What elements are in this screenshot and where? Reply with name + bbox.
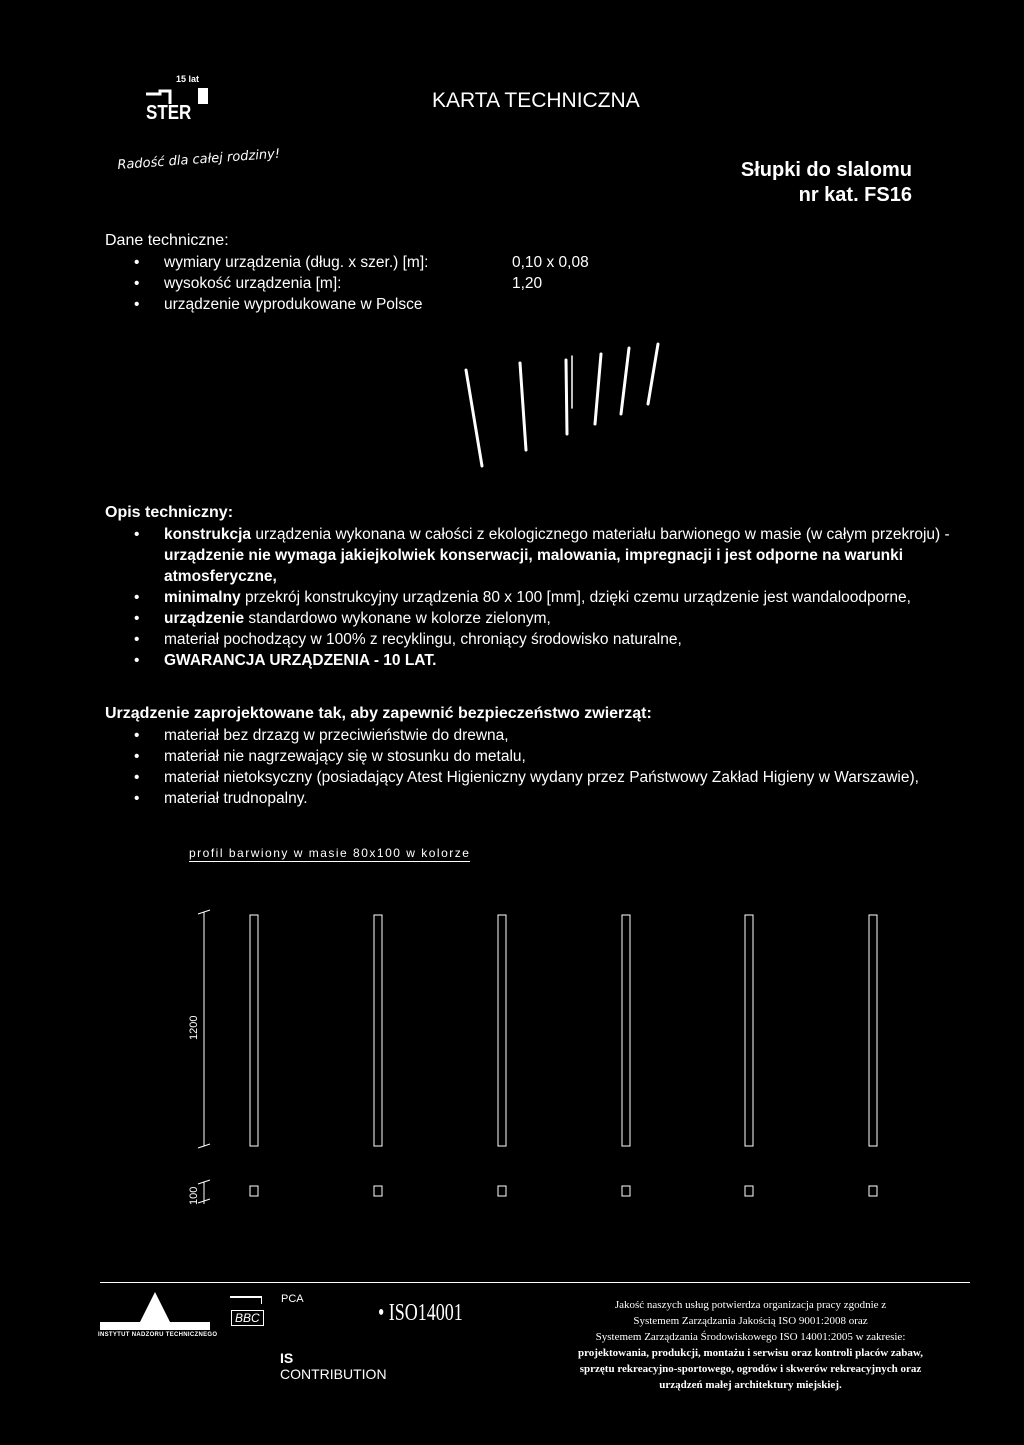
- description-item: • konstrukcja urządzenia wykonana w całości z ekologicznego materiału barwionego w masie (w całym przekroju) - urządzenie nie wymaga jakiejkolwiek konserwacji, malowania, impregnacji i jest odporne na warunki atmosferyczne,: [105, 524, 975, 587]
- technical-data-section: [105, 230, 665, 315]
- safety-item: • materiał bez drzazg w przeciwieństwie do drewna,: [105, 725, 975, 746]
- technical-drawing: [180, 900, 900, 1210]
- description-item: • minimalny przekrój konstrukcyjny urządzenia 80 x 100 [mm], dzięki czemu urządzenie jest wandaloodporne,: [105, 587, 975, 608]
- post-top: [498, 1186, 506, 1196]
- description-section: [105, 502, 975, 671]
- height-dimension-label: 1200: [188, 1015, 200, 1040]
- company-logo-text: STER: [146, 102, 192, 124]
- safety-item: • materiał nie nagrzewający się w stosunku do metalu,: [105, 746, 975, 767]
- post-top: [869, 1186, 877, 1196]
- description-list: [105, 524, 975, 671]
- description-item: • urządzenie standardowo wykonane w kolorze zielonym,: [105, 608, 975, 629]
- slogan: Radość dla całej rodziny!: [116, 146, 281, 173]
- safety-heading: Urządzenie zaprojektowane tak, aby zapewnić bezpieczeństwo zwierząt:: [105, 705, 652, 722]
- post-top: [250, 1186, 258, 1196]
- page-title: KARTA TECHNICZNA: [432, 89, 640, 112]
- product-photo: [455, 338, 675, 470]
- technical-item: • wysokość urządzenia [m]: 1,20: [105, 273, 665, 294]
- safety-item: • materiał nietoksyczny (posiadający Atest Higieniczny wydany przez Państwowy Zakład Higieny w Warszawie),: [105, 767, 975, 788]
- iso-logo: • ISO14001: [378, 1300, 463, 1326]
- technical-list: [105, 252, 665, 315]
- post-front: [250, 915, 258, 1146]
- safety-list: [105, 725, 975, 809]
- post-front: [869, 915, 877, 1146]
- product-code: nr kat. FS16: [798, 184, 912, 206]
- bbc-logo: BBC: [231, 1310, 264, 1326]
- post-front: [498, 915, 506, 1146]
- pca-logo: PCA: [281, 1293, 304, 1305]
- technical-item: • wymiary urządzenia (dług. x szer.) [m]: 0,10 x 0,08: [105, 252, 665, 273]
- safety-section: [105, 703, 975, 809]
- is-label: IS: [280, 1350, 294, 1366]
- technical-item: • urządzenie wyprodukowane w Polsce: [105, 294, 665, 315]
- post-front: [745, 915, 753, 1146]
- int-logo-label: INSTYTUT NADZORU TECHNICZNEGO: [98, 1332, 218, 1338]
- product-name: Słupki do slalomu: [740, 159, 912, 181]
- product-heading: [741, 158, 912, 208]
- technical-heading: Dane techniczne:: [105, 232, 229, 249]
- post-front: [622, 915, 630, 1146]
- bbc-logo-icon: [230, 1294, 262, 1304]
- description-item: • materiał pochodzący w 100% z recyklingu, chroniący środowisko naturalne,: [105, 629, 975, 650]
- drawing-title: profil barwiony w masie 80x100 w kolorze: [189, 846, 471, 860]
- footer-divider: [100, 1282, 970, 1283]
- post-top: [745, 1186, 753, 1196]
- contribution-label: CONTRIBUTION: [280, 1366, 387, 1382]
- int-logo-icon: [100, 1290, 210, 1332]
- description-item: • GWARANCJA URZĄDZENIA - 10 LAT.: [105, 650, 975, 671]
- safety-item: • materiał trudnopalny.: [105, 788, 975, 809]
- certification-text: Jakość naszych usług potwierdza organizacja pracy zgodnie z Systemem Zarządzania Jakością ISO 9001:2008 oraz Systemem Zarządzania Środowiskowego ISO 14001:2005 w zakresie: projektowania, produkcji, montażu i serwisu oraz kontroli placów zabaw, sprzętu rekreacyjno-sportowego, ogrodów i skwerów rekreacyjnych oraz urządzeń małej architektury miejskiej.: [578, 1299, 923, 1391]
- logo-years: 15 lat: [176, 74, 200, 84]
- post-top: [374, 1186, 382, 1196]
- description-heading: Opis techniczny:: [105, 504, 234, 521]
- width-dimension-label: 100: [188, 1186, 200, 1205]
- post-front: [374, 915, 382, 1146]
- post-top: [622, 1186, 630, 1196]
